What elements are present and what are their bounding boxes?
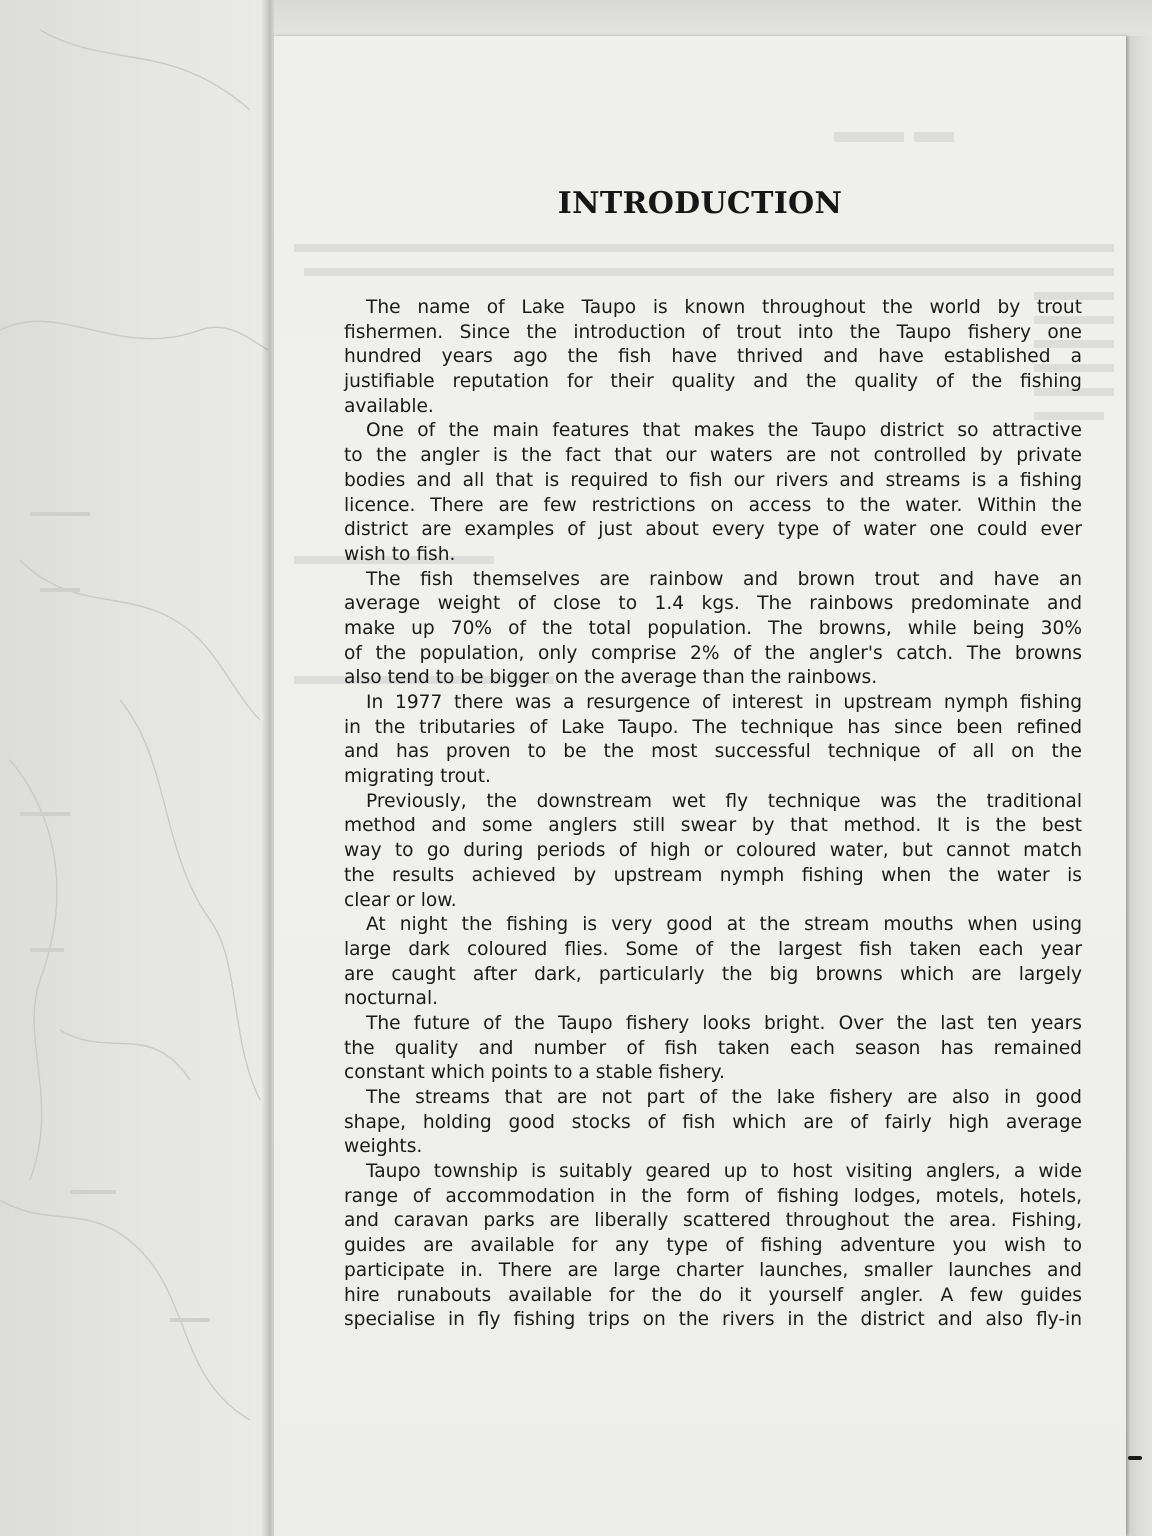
text-line: the results achieved by upstream nymph fishing when the water is: [344, 864, 1082, 886]
text-line: hire runabouts available for the do it yourself angler. A few guides: [344, 1284, 1082, 1306]
text-line: and has proven to be the most successful technique of all on the: [344, 741, 1082, 763]
text-line: At night the fishing is very good at the stream mouths when using: [366, 914, 1082, 936]
text-line: large dark coloured flies. Some of the largest fish taken each year: [344, 938, 1082, 960]
text-line: method and some anglers still swear by that method. It is the best: [344, 815, 1082, 837]
text-line: average weight of close to 1.4 kgs. The rainbows predominate and: [344, 593, 1082, 615]
text-line: migrating trout.: [344, 766, 491, 788]
text-line: Previously, the downstream wet fly technique was the traditional: [366, 790, 1082, 812]
text-line: Taupo township is suitably geared up to host visiting anglers, a wide: [366, 1161, 1082, 1183]
text-line: guides are available for any type of fishing adventure you wish to: [344, 1235, 1082, 1257]
text-line: way to go during periods of high or coloured water, but cannot match: [344, 840, 1082, 862]
text-line: district are examples of just about every type of water one could ever: [344, 519, 1082, 541]
text-line: bodies and all that is required to fish our rivers and streams is a fishing: [344, 469, 1082, 491]
text-line: clear or low.: [344, 889, 457, 911]
text-line: nocturnal.: [344, 988, 439, 1010]
text-line: In 1977 there was a resurgence of interest in upstream nymph fishing: [366, 692, 1082, 713]
paragraph: [344, 296, 1082, 419]
book-page: [274, 36, 1126, 1536]
text-line: make up 70% of the total population. The browns, while being 30%: [344, 617, 1082, 639]
text-line: wish to fish.: [344, 543, 456, 565]
paragraph: [344, 913, 1082, 1012]
background-surface: [274, 0, 1152, 36]
text-line: available.: [344, 395, 434, 417]
paragraph: [344, 1160, 1082, 1333]
text-line: participate in. There are large charter launches, smaller launches and: [344, 1259, 1082, 1281]
text-line: The name of Lake Taupo is known throughout the world by trout: [366, 297, 1082, 318]
text-line: and caravan parks are liberally scattered throughout the area. Fishing,: [344, 1210, 1082, 1232]
paragraph: [344, 790, 1082, 913]
paragraph: [344, 1086, 1082, 1160]
text-line: The future of the Taupo fishery looks bright. Over the last ten years: [366, 1012, 1082, 1034]
text-line: are caught after dark, particularly the big browns which are largely: [344, 963, 1082, 985]
text-line: weights.: [344, 1136, 423, 1158]
text-line: The fish themselves are rainbow and brown trout and have an: [366, 568, 1082, 590]
paragraph: [344, 1012, 1082, 1086]
text-line: shape, holding good stocks of fish which are of fairly high average: [344, 1111, 1082, 1133]
body-text: [344, 296, 1082, 1333]
text-line: in the tributaries of Lake Taupo. The technique has since been refined: [344, 716, 1082, 738]
text-line: justifiable reputation for their quality and the quality of the fishing: [344, 371, 1082, 393]
text-line: range of accommodation in the form of fishing lodges, motels, hotels,: [344, 1185, 1082, 1207]
paragraph: [344, 419, 1082, 567]
paragraph: [344, 691, 1082, 790]
text-line: One of the main features that makes the Taupo district so attractive: [366, 420, 1082, 442]
text-line: to the angler is the fact that our waters are not controlled by private: [344, 445, 1082, 467]
ghost-map-illustration: [0, 0, 268, 1536]
text-line: specialise in fly fishing trips on the rivers in the district and also fly-in: [344, 1309, 1082, 1331]
facing-page: [0, 0, 268, 1536]
text-line: fishermen. Since the introduction of trout into the Taupo fishery one: [344, 321, 1082, 343]
page-corner-mark: [1128, 1456, 1142, 1460]
paragraph: [344, 568, 1082, 691]
page-edge: [1126, 36, 1152, 1536]
text-line: hundred years ago the fish have thrived and have established a: [344, 346, 1082, 368]
text-line: also tend to be bigger on the average than the rainbows.: [344, 667, 878, 689]
text-line: The streams that are not part of the lake fishery are also in good: [366, 1087, 1082, 1108]
text-line: of the population, only comprise 2% of the angler's catch. The browns: [344, 642, 1082, 664]
text-line: constant which points to a stable fishery.: [344, 1062, 725, 1084]
chapter-title: INTRODUCTION: [557, 186, 843, 221]
text-line: licence. There are few restrictions on access to the water. Within the: [344, 494, 1082, 516]
text-line: the quality and number of fish taken each season has remained: [344, 1037, 1082, 1059]
